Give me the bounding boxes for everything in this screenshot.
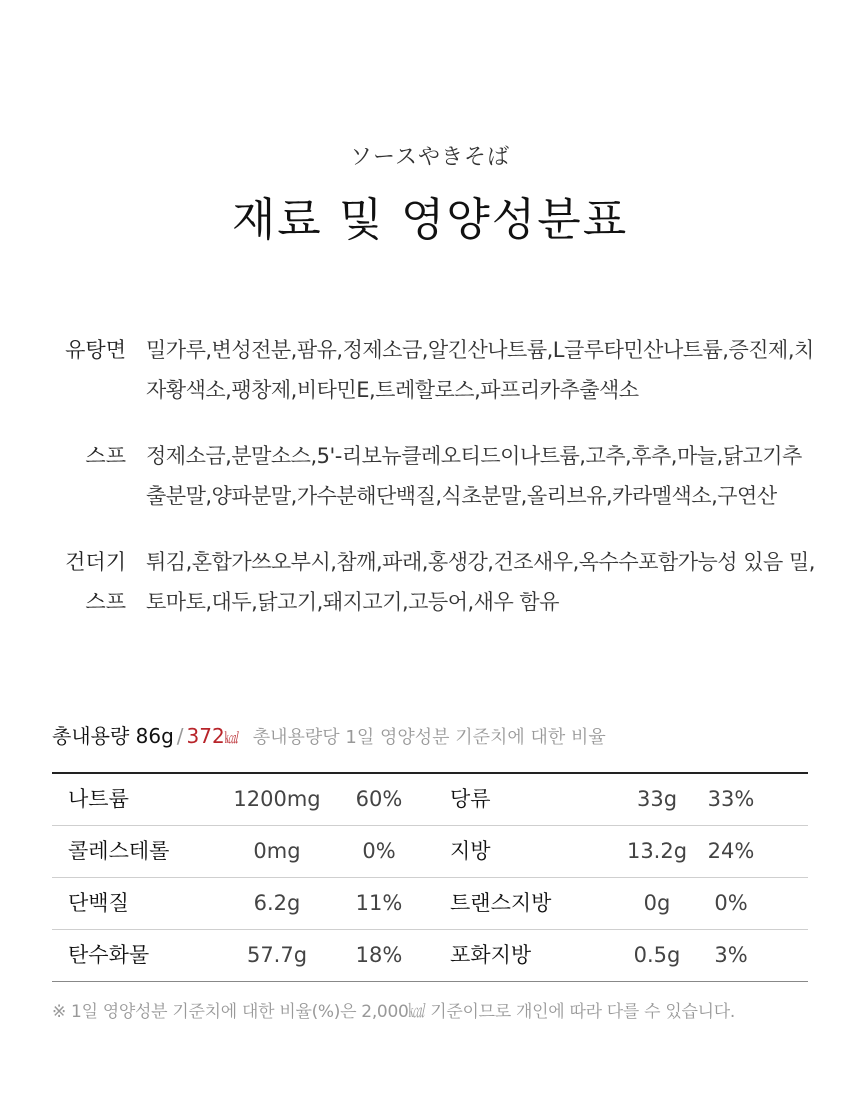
footnote: ※ 1일 영양성분 기준치에 대한 비율(%)은 2,000㎉ 기준이므로 개인에 따라 다를 수 있습니다. (52, 1002, 735, 1022)
ingredient-label-line: 스프 (85, 590, 126, 614)
nutrition-summary (52, 720, 812, 749)
nutrient-name: 탄수화물 (68, 943, 150, 967)
nutrient-name: 포화지방 (450, 943, 532, 967)
nutrient-percent: 3% (714, 943, 748, 967)
ingredient-text: 정제소금,분말소스,5'-리보뉴클레오티드이나트륨,고추,후추,마늘,닭고기추출분말,양파분말,가수분해단백질,식초분말,올리브유,카라멜색소,구연산 (146, 444, 802, 508)
page-title: 재료 및 영양성분표 (231, 193, 629, 246)
nutrition-table (52, 772, 808, 982)
nutrient-percent: 33% (707, 787, 755, 811)
nutrient-name: 트랜스지방 (450, 891, 552, 915)
nutrient-name: 지방 (450, 839, 491, 863)
kcal-value: 372 (186, 724, 225, 748)
total-kcal (187, 724, 239, 748)
table-row (52, 878, 808, 930)
nutrient-name: 나트륨 (68, 787, 129, 811)
ingredients-section (0, 330, 860, 648)
ingredient-label-line: 스프 (85, 444, 126, 468)
ingredient-row-soup (0, 436, 860, 516)
kcal-unit: ㎉ (224, 731, 239, 747)
nutrient-amount: 13.2g (626, 839, 688, 863)
ingredient-text: 튀김,혼합가쓰오부시,참깨,파래,홍생강,건조새우,옥수수포함가능성 있음 밀,토마토,대두,닭고기,돼지고기,고등어,새우 함유 (146, 550, 815, 614)
nutrient-amount: 57.7g (246, 943, 308, 967)
ingredient-label-line: 건더기 (65, 550, 126, 574)
summary-slash: / (176, 724, 184, 748)
ingredient-label (0, 542, 126, 622)
table-row (52, 826, 808, 878)
total-amount: 총내용량 86g (52, 724, 174, 748)
nutrient-percent: 0% (714, 891, 748, 915)
nutrient-percent: 11% (355, 891, 403, 915)
table-row (52, 930, 808, 982)
nutrient-amount: 0g (643, 891, 671, 915)
nutrient-percent: 24% (707, 839, 755, 863)
table-row (52, 774, 808, 826)
ingredient-row-noodle (0, 330, 860, 410)
nutrient-name: 단백질 (68, 891, 129, 915)
nutrient-percent: 18% (355, 943, 403, 967)
ingredient-row-flakes (0, 542, 860, 622)
ingredient-label-line: 유탕면 (65, 338, 126, 362)
nutrient-name: 당류 (450, 787, 491, 811)
nutrient-amount: 0.5g (633, 943, 681, 967)
product-subtitle: ソースやきそば (350, 145, 510, 170)
nutrient-amount: 1200mg (233, 787, 321, 811)
nutrient-percent: 0% (362, 839, 396, 863)
nutrient-amount: 0mg (253, 839, 301, 863)
ingredient-text: 밀가루,변성전분,팜유,정제소금,알긴산나트륨,L글루타민산나트륨,증진제,치자황색소,팽창제,비타민E,트레할로스,파프리카추출색소 (146, 338, 814, 402)
summary-note: 총내용량당 1일 영양성분 기준치에 대한 비율 (252, 727, 606, 748)
nutrient-amount: 33g (636, 787, 678, 811)
ingredient-label (0, 436, 126, 516)
ingredient-label (0, 330, 126, 410)
nutrient-percent: 60% (355, 787, 403, 811)
nutrient-name: 콜레스테롤 (68, 839, 170, 863)
nutrient-amount: 6.2g (253, 891, 301, 915)
